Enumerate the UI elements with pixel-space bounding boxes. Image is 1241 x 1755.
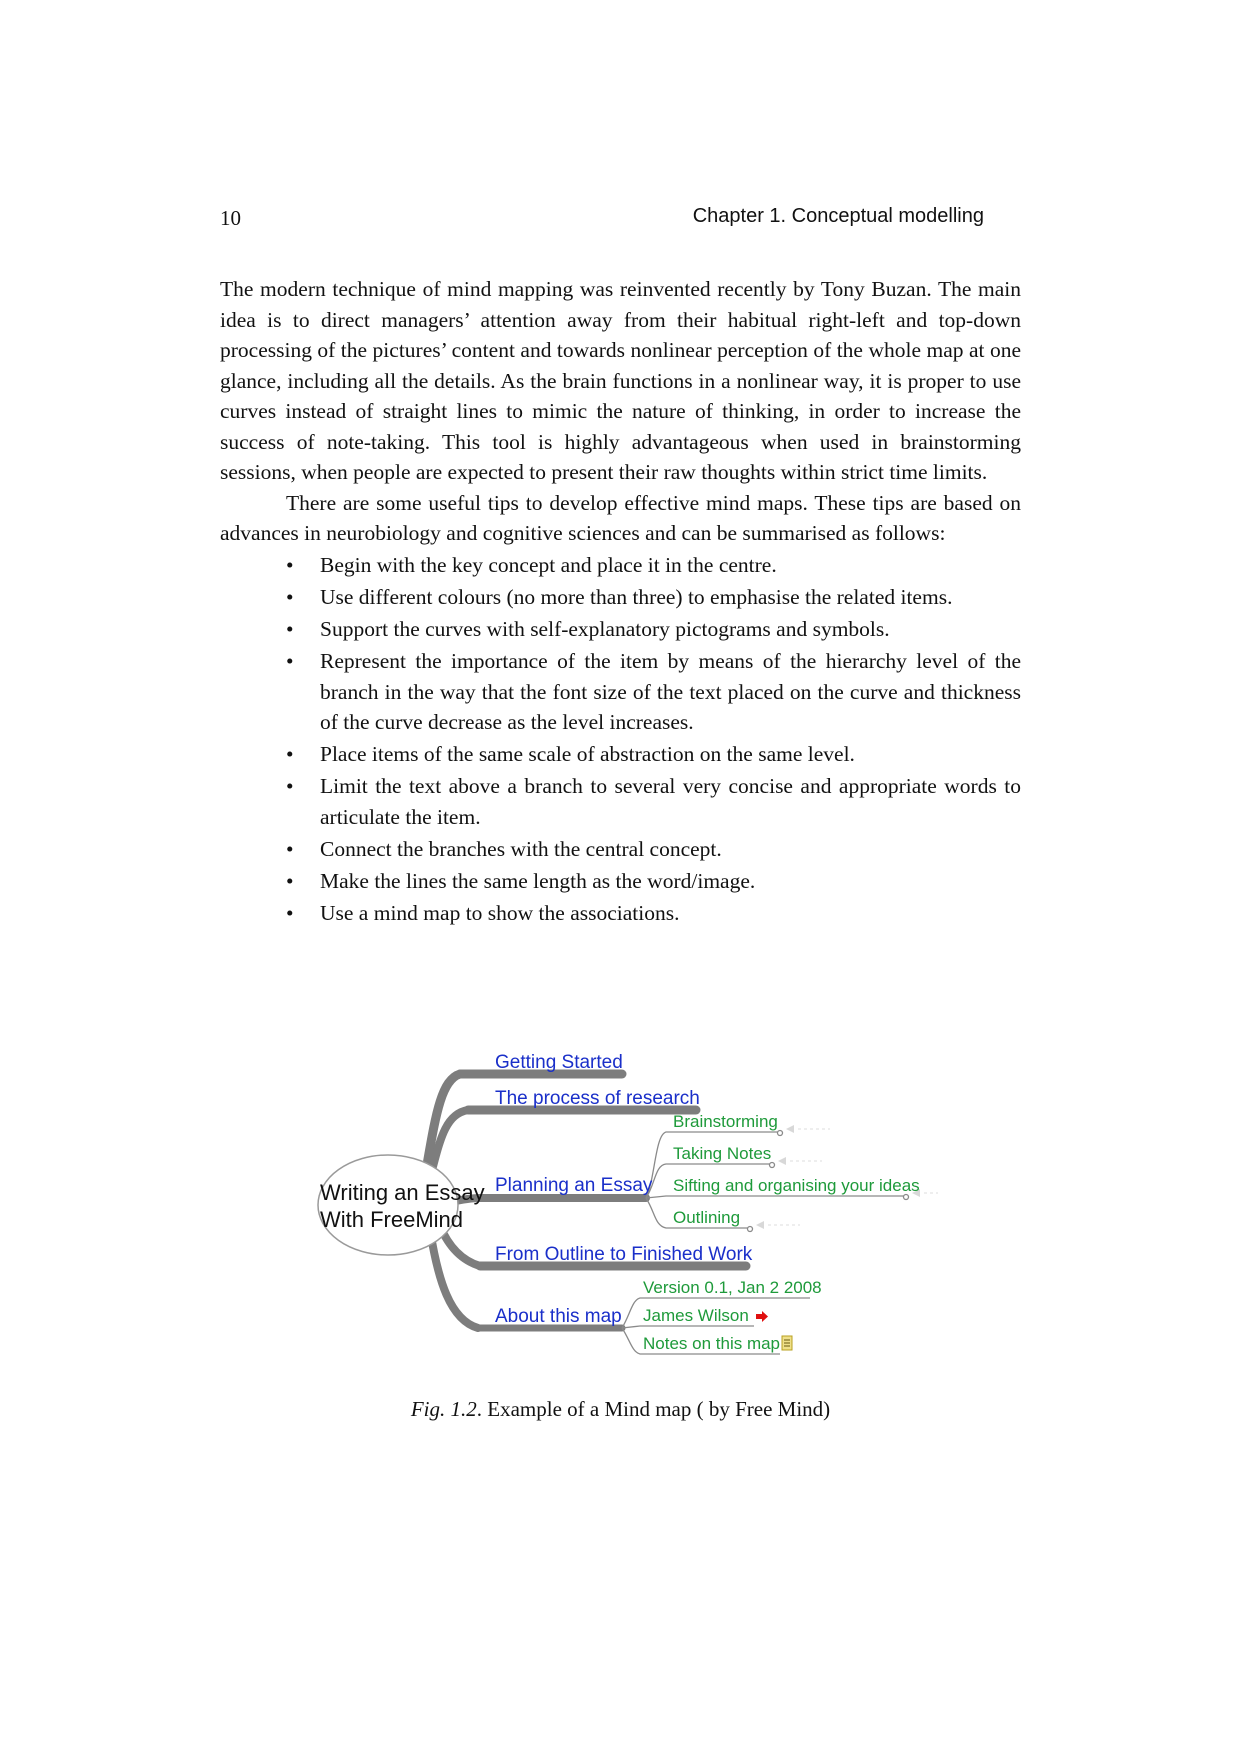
child-outlining: Outlining bbox=[673, 1208, 741, 1227]
list-item bbox=[286, 898, 1021, 929]
tips-list bbox=[220, 550, 1021, 928]
arrow-link-icon bbox=[756, 1221, 764, 1229]
running-head: Chapter 1. Conceptual modelling bbox=[692, 205, 984, 227]
bullet: • bbox=[286, 585, 294, 609]
list-item bbox=[286, 739, 1021, 770]
list-item bbox=[286, 834, 1021, 865]
child-version: Version 0.1, Jan 2 2008 bbox=[643, 1278, 822, 1297]
mind-map-figure bbox=[310, 1030, 940, 1390]
bullet: • bbox=[286, 774, 294, 798]
child-notes: Notes on this map bbox=[643, 1334, 781, 1353]
bullet: • bbox=[286, 742, 294, 766]
list-item-text: Use a mind map to show the associations. bbox=[320, 900, 680, 925]
child-taking-notes: Taking Notes bbox=[673, 1144, 772, 1163]
arrow-link-icon bbox=[786, 1125, 794, 1133]
list-item bbox=[286, 771, 1021, 832]
planning-child-labels bbox=[673, 1112, 920, 1227]
bullet: • bbox=[286, 836, 294, 861]
node-dot bbox=[748, 1227, 753, 1232]
paragraph-tips-intro: There are some useful tips to develop effective mind maps. These tips are based on advances in neurobiology and cognitive sciences and can be summarised as follows: bbox=[220, 490, 1021, 545]
list-item-text: Support the curves with self-explanatory pictograms and symbols. bbox=[320, 617, 890, 641]
body-text bbox=[220, 274, 1021, 928]
branch-about-map: About this map bbox=[495, 1306, 622, 1327]
list-item bbox=[286, 646, 1021, 738]
node-dot bbox=[770, 1163, 775, 1168]
bullet: • bbox=[286, 617, 294, 641]
root-node bbox=[318, 1155, 458, 1255]
note-icon bbox=[782, 1336, 792, 1350]
list-item-text: Use different colours (no more than three) to emphasise the related items. bbox=[320, 585, 953, 609]
red-arrow-icon bbox=[756, 1311, 768, 1322]
node-dot bbox=[778, 1131, 783, 1136]
branch-getting-started: Getting Started bbox=[495, 1052, 623, 1073]
list-item bbox=[286, 582, 1021, 613]
bullet: • bbox=[286, 900, 294, 925]
list-item-text: Place items of the same scale of abstraction on the same level. bbox=[320, 742, 855, 766]
list-item bbox=[286, 550, 1021, 581]
list-item-text: Begin with the key concept and place it in the centre. bbox=[320, 553, 777, 577]
list-item bbox=[286, 866, 1021, 897]
caption-text: . Example of a Mind map ( by Free Mind) bbox=[476, 1397, 831, 1421]
branch-outline-finished: From Outline to Finished Work bbox=[495, 1244, 753, 1265]
list-item-text: Connect the branches with the central concept. bbox=[320, 836, 722, 861]
figure-caption bbox=[220, 1397, 1021, 1422]
connector-getting-started bbox=[425, 1074, 460, 1176]
connector-sifting bbox=[646, 1196, 906, 1198]
arrow-link-icon bbox=[778, 1157, 786, 1165]
root-label-line1: Writing an Essay bbox=[320, 1180, 485, 1205]
list-item bbox=[286, 614, 1021, 645]
list-item-text: Represent the importance of the item by means of the hierarchy level of the branch in the way that the font size of the text placed on the curve and thickness of the curve decrease as the level increases. bbox=[320, 649, 1021, 734]
child-author: James Wilson bbox=[643, 1306, 749, 1325]
about-child-labels bbox=[643, 1278, 822, 1353]
root-label-line2: With FreeMind bbox=[320, 1207, 464, 1232]
list-item-text: Limit the text above a branch to several very concise and appropriate words to articulate the item. bbox=[320, 774, 1021, 829]
child-brainstorming: Brainstorming bbox=[673, 1112, 778, 1131]
node-dot bbox=[904, 1195, 909, 1200]
bullet: • bbox=[286, 553, 294, 577]
bullet: • bbox=[286, 868, 294, 893]
child-sifting: Sifting and organising your ideas bbox=[673, 1176, 920, 1195]
list-item-text: Make the lines the same length as the word/image. bbox=[320, 868, 756, 893]
branch-planning-essay: Planning an Essay bbox=[495, 1175, 653, 1196]
connector-author bbox=[622, 1326, 754, 1328]
branch-process-research: The process of research bbox=[495, 1088, 700, 1109]
caption-label: Fig. 1.2 bbox=[410, 1397, 477, 1421]
bullet: • bbox=[286, 649, 294, 673]
paragraph-intro: The modern technique of mind mapping was reinvented recently by Tony Buzan. The main idea is to direct managers’ attention away from their habitual right-left and top-down processing of the pictures’ content and towards nonlinear perception of the whole map at one glance, including all the details. As the brain functions in a nonlinear way, it is proper to use curves instead of straight lines to mimic the nature of thinking, in order to increase the success of note-taking. This tool is highly advantageous when used in brainstorming sessions, when people are expected to present their raw thoughts within strict time limits. bbox=[220, 277, 1021, 484]
mind-map-diagram bbox=[310, 1030, 940, 1390]
page-number: 10 bbox=[220, 206, 241, 230]
